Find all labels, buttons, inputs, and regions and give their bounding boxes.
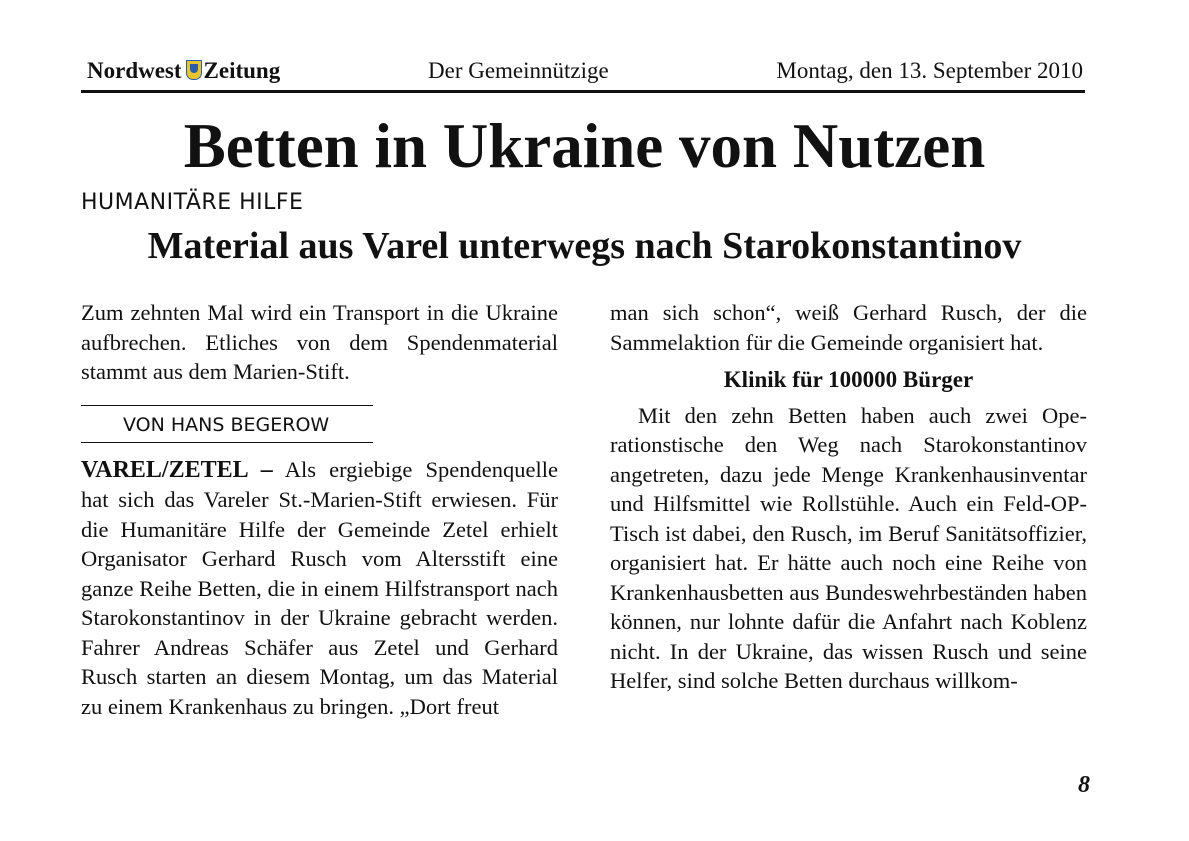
- body-paragraph-3: Mit den zehn Betten haben auch zwei Operationstische den Weg nach Starokonstantinov angetreten, dazu jede Menge Krankenhausinventar und Hilfsmittel wie Rollstühle. Auch ein Feld-OP-Tisch ist dabei, den Rusch, im Beruf Sanitätsoffizier, organisiert hat. Er hätte auch noch eine Reihe von Krankenhausbetten aus Bundeswehrbeständen haben können, nur lohnte dafür die Anfahrt nach Koblenz nicht. In der Ukraine, das wissen Rusch und seine Helfer, sind solche Betten durchaus willkom-: [610, 402, 1087, 693]
- body-paragraph-2: man sich schon“, weiß Gerhard Rusch, der die Sammelaktion für die Gemeinde organisiert hat.: [610, 300, 1087, 355]
- intertitle: Klinik für 100000 Bürger: [723, 367, 974, 392]
- lead-paragraph: Zum zehnten Mal wird ein Transport in die Ukraine aufbrechen. Etliches von dem Spendenmaterial stammt aus dem Marien-Stift.: [81, 300, 558, 384]
- kicker: HUMANITÄRE HILFE: [81, 190, 304, 215]
- issue-date: Montag, den 13. September 2010: [776, 58, 1083, 83]
- newspaper-name-right: Zeitung: [203, 58, 281, 83]
- subheadline: Material aus Varel unterwegs nach Starokonstantinov: [147, 225, 1022, 267]
- masthead: [81, 58, 1085, 93]
- section-name: Der Gemeinnützige: [428, 58, 609, 83]
- dateline: VAREL/ZETEL –: [81, 456, 273, 483]
- newspaper-name: [87, 58, 280, 84]
- article-column-left: [81, 298, 558, 721]
- coat-of-arms-icon: [186, 60, 202, 80]
- headline: Betten in Ukraine von Nutzen: [183, 111, 986, 181]
- byline: VON HANS BEGEROW: [81, 405, 373, 443]
- body-paragraph-1: [81, 455, 558, 722]
- article-column-right: [610, 298, 1087, 696]
- newspaper-name-left: Nordwest: [87, 58, 182, 83]
- body-text-1: Als ergiebige Spendenquelle hat sich das Vareler St.-Marien-Stift erwiesen. Für die Humanitäre Hilfe der Gemeinde Zetel erhielt Organisator Gerhard Rusch vom Altersstift eine ganze Reihe Betten, die in einem Hilfstransport nach Starokonstantinov in der Ukraine gebracht werden. Fahrer Andreas Schäfer aus Zetel und Gerhard Rusch starten an diesem Montag, um das Material zu einem Krankenhaus zu bringen. „Dort freut: [81, 456, 558, 719]
- page-number: 8: [1078, 772, 1090, 798]
